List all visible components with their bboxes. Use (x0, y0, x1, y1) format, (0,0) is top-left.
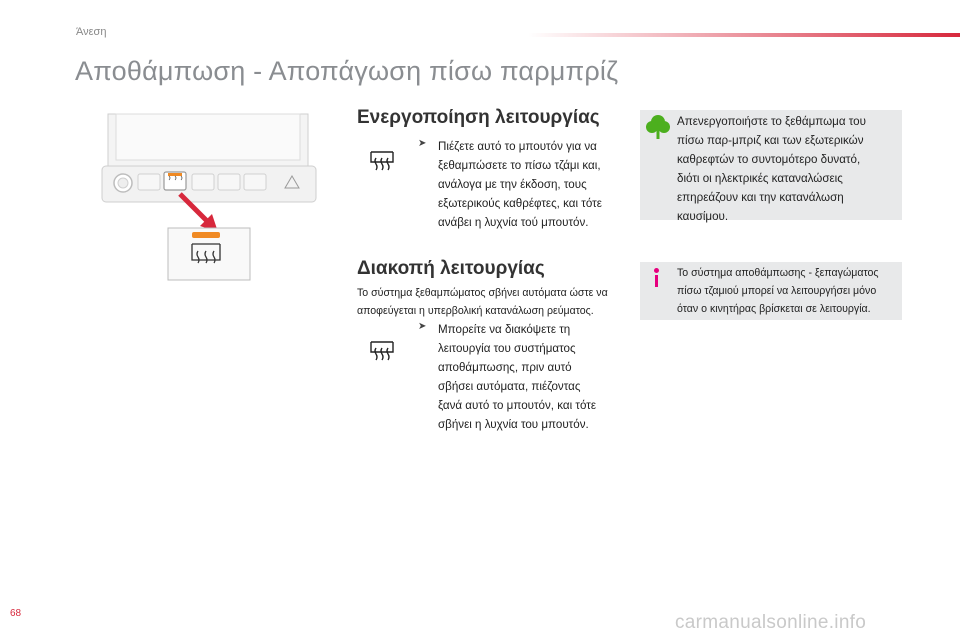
dashboard-illustration (96, 112, 322, 292)
info-box (640, 262, 902, 320)
rear-defrost-icon (370, 150, 394, 172)
info-icon (651, 266, 663, 290)
bullet-marker: ➤ (418, 321, 427, 332)
stop-defrost-icon (370, 340, 394, 367)
info-text: Το σύστημα αποθάμπωσης - ξεπαγώματος πίσω τζαμιού μπορεί να λειτουργήσει μόνο όταν ο κινητήρας βρίσκεται σε λειτουργία. (677, 267, 879, 315)
section-label: Άνεση (76, 26, 107, 38)
console-drawing (96, 112, 322, 292)
header-accent-bar (528, 33, 960, 37)
activate-heading: Ενεργοποίηση λειτουργίας (357, 107, 600, 128)
activate-bullet (418, 137, 618, 232)
page-number: 68 (10, 608, 22, 619)
rear-defrost-icon (370, 340, 394, 362)
eco-tip-box (640, 110, 902, 223)
stop-bullet (418, 320, 618, 434)
page-title: Αποθάμπωση - Αποπάγωση πίσω παρμπρίζ (75, 56, 619, 86)
bullet-marker: ➤ (418, 138, 427, 149)
activate-defrost-icon (370, 150, 394, 177)
stop-heading: Διακοπή λειτουργίας (357, 258, 545, 279)
activate-bullet-text: Πιέζετε αυτό το μπουτόν για να ξεθαμπώσετε το πίσω τζάμι και, ανάλογα με την έκδοση, τους εξωτερικούς καθρέφτες, και τότε ανάβει η λυχνία τού μπουτόν. (438, 140, 602, 229)
stop-bullet-text: Μπορείτε να διακόψετε τη λειτουργία του συστήματος αποθάμπωσης, πριν αυτό σβήσει αυτόματα, πιέζοντας ξανά αυτό το μπουτόν, και τότε σβήνει η λυχνία του μπουτόν. (438, 323, 597, 431)
stop-intro: Το σύστημα ξεθαμπώματος σβήνει αυτόματα ώστε να αποφεύγεται η υπερβολική κατανάλωση ρεύματος. (357, 287, 608, 317)
tree-icon (646, 114, 670, 140)
watermark: carmanualsonline.info (675, 612, 867, 633)
eco-tip-text: Απενεργοποιήστε το ξεθάμπωμα του πίσω παρ-μπριζ και των εξωτερικών καθρεφτών το συντομότερο δυνατό, διότι οι ηλεκτρικές καταναλώσεις επηρεάζουν και την κατανάλωση καυσίμου. (677, 115, 866, 223)
